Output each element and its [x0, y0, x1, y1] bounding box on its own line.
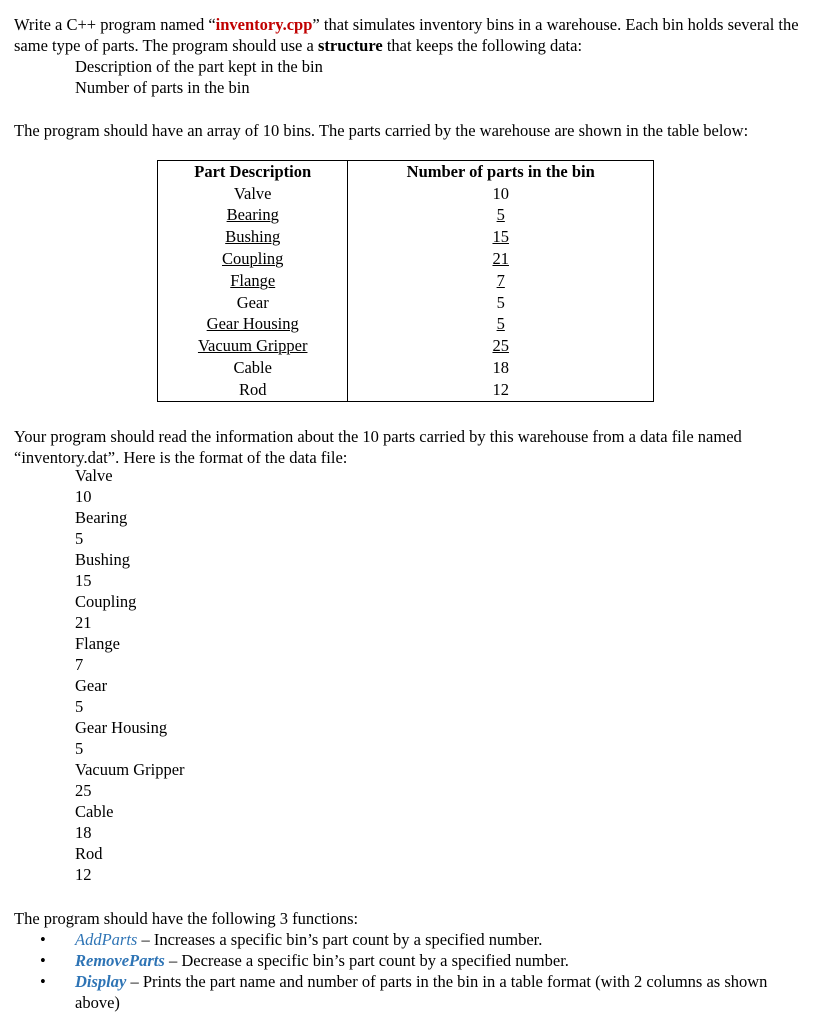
function-description: – Prints the part name and number of parts in the bin in a table format (with 2 columns as shown above) — [75, 972, 768, 1012]
datafile-line: Rod — [75, 844, 103, 863]
part-count: 7 — [348, 270, 654, 292]
function-name: AddParts — [75, 930, 138, 949]
part-description: Flange — [158, 270, 348, 292]
intro-text-a: Write a C++ program named “ — [14, 15, 216, 34]
table-header-row — [158, 161, 654, 183]
list-item — [14, 950, 804, 971]
bullet-icon: • — [40, 930, 46, 949]
structure-keyword: structure — [317, 36, 383, 55]
table-row — [158, 379, 654, 401]
datafile-line: Valve — [75, 466, 113, 485]
datafile-line: 21 — [75, 613, 92, 632]
header-number-of-parts: Number of parts in the bin — [348, 161, 654, 183]
header-part-description: Part Description — [158, 161, 348, 183]
table-row — [158, 183, 654, 205]
datafile-line: 10 — [75, 487, 92, 506]
intro-text-c: that keeps the following data: — [382, 36, 583, 55]
intro-text-b: ” that simulates inventory bins in a warehouse. Each bin holds several the same type of parts. The program should use a — [14, 15, 799, 55]
table-row — [158, 205, 654, 227]
function-name: Display — [75, 972, 127, 991]
field-description: Description of the part kept in the bin — [75, 57, 323, 76]
functions-intro: The program should have the following 3 functions: — [14, 909, 359, 928]
functions-list — [14, 929, 804, 1013]
list-item — [14, 971, 804, 1013]
part-count: 21 — [348, 248, 654, 270]
intro-paragraph — [14, 14, 804, 56]
datafile-line: 5 — [75, 529, 84, 548]
datafile-line: Bushing — [75, 550, 131, 569]
table-row — [158, 248, 654, 270]
datafile-line: Gear Housing — [75, 718, 168, 737]
part-count: 5 — [348, 314, 654, 336]
parts-table — [157, 160, 654, 402]
datafile-line: Flange — [75, 634, 120, 653]
part-count: 18 — [348, 357, 654, 379]
part-count: 25 — [348, 335, 654, 357]
table-row — [158, 335, 654, 357]
part-description: Bearing — [158, 205, 348, 227]
datafile-line: Gear — [75, 676, 108, 695]
table-row — [158, 357, 654, 379]
part-count: 5 — [348, 292, 654, 314]
datafile-line: 12 — [75, 865, 92, 884]
part-description: Coupling — [158, 248, 348, 270]
datafile-paragraph: Your program should read the information about the 10 parts carried by this warehouse from a data file named “inventory.dat”. Here is the format of the data file: — [14, 427, 742, 467]
datafile-line: 18 — [75, 823, 92, 842]
part-count: 15 — [348, 226, 654, 248]
part-description: Vacuum Gripper — [158, 335, 348, 357]
bullet-icon: • — [40, 972, 46, 991]
function-description: – Increases a specific bin’s part count by a specified number. — [137, 930, 543, 949]
function-description: – Decrease a specific bin’s part count by a specified number. — [164, 951, 569, 970]
table-row — [158, 226, 654, 248]
program-filename: inventory.cpp — [215, 15, 313, 34]
datafile-line: Vacuum Gripper — [75, 760, 185, 779]
part-description: Gear — [158, 292, 348, 314]
part-count: 5 — [348, 205, 654, 227]
datafile-line: Coupling — [75, 592, 137, 611]
datafile-line: 5 — [75, 697, 84, 716]
array-paragraph: The program should have an array of 10 bins. The parts carried by the warehouse are shown in the table below: — [14, 121, 749, 140]
datafile-line: 15 — [75, 571, 92, 590]
list-item — [14, 929, 804, 950]
function-name: RemoveParts — [75, 951, 165, 970]
part-count: 10 — [348, 183, 654, 205]
part-description: Gear Housing — [158, 314, 348, 336]
field-count: Number of parts in the bin — [75, 78, 250, 97]
datafile-listing — [75, 465, 185, 885]
bullet-icon: • — [40, 951, 46, 970]
part-description: Valve — [158, 183, 348, 205]
table-row — [158, 314, 654, 336]
table-row — [158, 270, 654, 292]
datafile-line: Cable — [75, 802, 114, 821]
part-count: 12 — [348, 379, 654, 401]
part-description: Bushing — [158, 226, 348, 248]
part-description: Rod — [158, 379, 348, 401]
part-description: Cable — [158, 357, 348, 379]
datafile-line: Bearing — [75, 508, 128, 527]
datafile-line: 25 — [75, 781, 92, 800]
table-row — [158, 292, 654, 314]
datafile-line: 7 — [75, 655, 84, 674]
datafile-line: 5 — [75, 739, 84, 758]
